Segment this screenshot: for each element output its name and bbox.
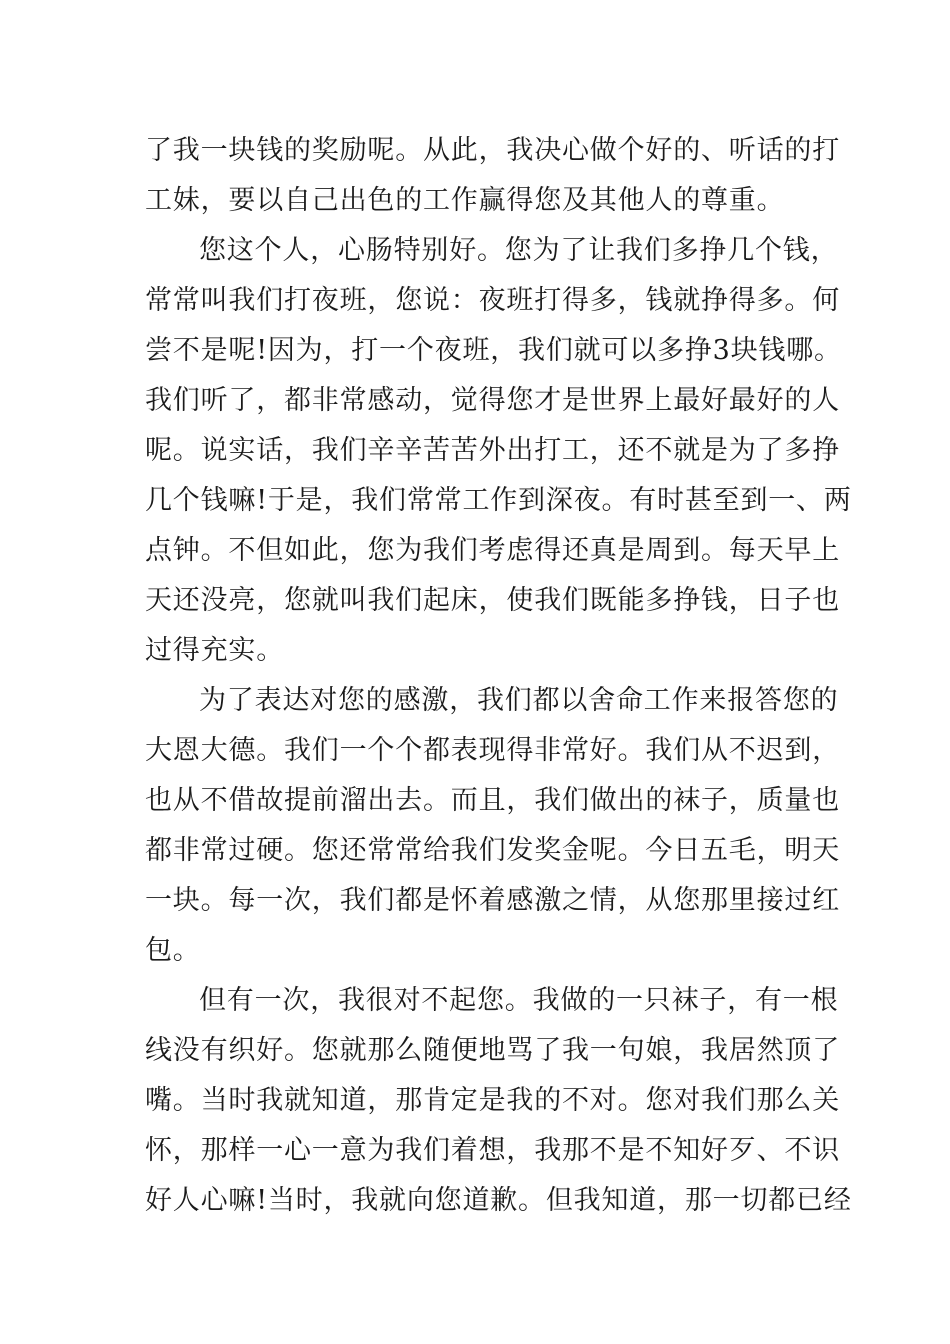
text-line: 过得充实。 bbox=[145, 635, 284, 666]
text-line-paragraph-start: 您这个人，心肠特别好。您为了让我们多挣几个钱， bbox=[199, 235, 839, 266]
text-line: 我们听了，都非常感动，觉得您才是世界上最好最好的人 bbox=[145, 385, 840, 416]
text-line-paragraph-start: 但有一次，我很对不起您。我做的一只袜子，有一根 bbox=[199, 985, 839, 1016]
text-line: 尝不是呢!因为，打一个夜班，我们就可以多挣3块钱哪。 bbox=[145, 335, 842, 366]
text-line: 线没有织好。您就那么随便地骂了我一句娘，我居然顶了 bbox=[145, 1035, 840, 1066]
text-line: 呢。说实话，我们辛辛苦苦外出打工，还不就是为了多挣 bbox=[145, 435, 840, 466]
letter-body bbox=[145, 126, 852, 1226]
text-line: 工妹，要以自己出色的工作赢得您及其他人的尊重。 bbox=[145, 185, 785, 216]
text-line: 怀，那样一心一意为我们着想，我那不是不知好歹、不识 bbox=[145, 1135, 840, 1166]
text-line: 几个钱嘛!于是，我们常常工作到深夜。有时甚至到一、两 bbox=[145, 485, 852, 516]
text-line: 大恩大德。我们一个个都表现得非常好。我们从不迟到， bbox=[145, 735, 840, 766]
text-line: 常常叫我们打夜班，您说：夜班打得多，钱就挣得多。何 bbox=[145, 285, 840, 316]
text-line: 好人心嘛!当时，我就向您道歉。但我知道，那一切都已经 bbox=[145, 1185, 852, 1216]
text-line: 了我一块钱的奖励呢。从此，我决心做个好的、听话的打 bbox=[145, 135, 840, 166]
text-line-paragraph-start: 为了表达对您的感激，我们都以舍命工作来报答您的 bbox=[199, 685, 839, 716]
text-line: 包。 bbox=[145, 935, 201, 966]
text-line: 天还没亮，您就叫我们起床，使我们既能多挣钱，日子也 bbox=[145, 585, 840, 616]
text-line: 都非常过硬。您还常常给我们发奖金呢。今日五毛，明天 bbox=[145, 835, 840, 866]
text-line: 也从不借故提前溜出去。而且，我们做出的袜子，质量也 bbox=[145, 785, 840, 816]
text-line: 一块。每一次，我们都是怀着感激之情，从您那里接过红 bbox=[145, 885, 840, 916]
text-line: 嘴。当时我就知道，那肯定是我的不对。您对我们那么关 bbox=[145, 1085, 840, 1116]
text-line: 点钟。不但如此，您为我们考虑得还真是周到。每天早上 bbox=[145, 535, 840, 566]
